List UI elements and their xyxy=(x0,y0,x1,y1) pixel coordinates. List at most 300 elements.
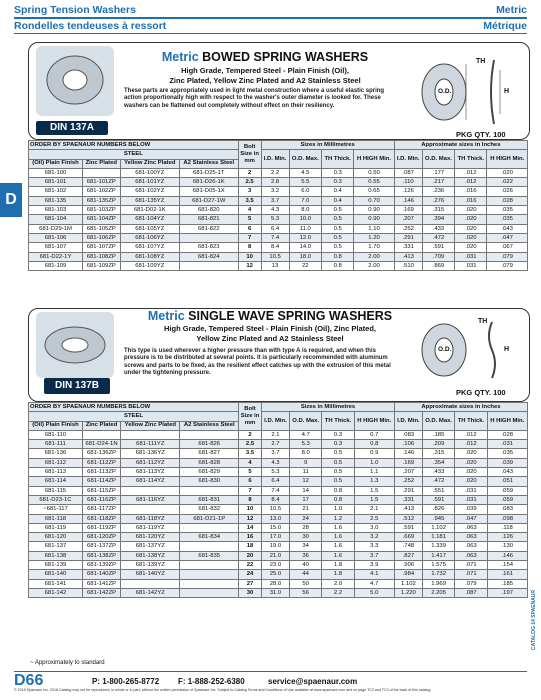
table-cell: 36 xyxy=(289,551,322,560)
table-cell: 28.0 xyxy=(262,579,290,588)
table-cell: 13 xyxy=(261,261,289,270)
table-cell: .110 xyxy=(394,178,422,187)
table-cell: 12.0 xyxy=(289,233,322,242)
table-cell: .079 xyxy=(487,252,528,261)
table-cell: 4 xyxy=(239,458,262,467)
section-tab-d: D xyxy=(0,183,22,217)
table-cell: 7.4 xyxy=(262,486,290,495)
table-cell: 681-108ZP xyxy=(83,252,121,261)
table-cell: 0.65 xyxy=(354,187,394,196)
table-cell: 10 xyxy=(239,505,262,514)
table-cell: 21 xyxy=(289,505,322,514)
table-cell: 681-140YZ xyxy=(121,570,180,579)
table-cell: .185 xyxy=(487,579,527,588)
table-cell: 56 xyxy=(289,588,322,597)
header-th: TH Thick. xyxy=(322,150,354,169)
table-cell xyxy=(180,561,239,570)
wave-dim-od: O.D. xyxy=(438,346,452,353)
table-cell: 30 xyxy=(289,533,322,542)
table-cell: 34 xyxy=(289,542,322,551)
table-cell: .063 xyxy=(455,533,487,542)
table-cell: 681-109ZP xyxy=(83,261,121,270)
table-cell: 6 xyxy=(238,224,261,233)
table-cell: .236 xyxy=(422,187,455,196)
table-cell: 6 xyxy=(239,477,262,486)
table-cell: 681-112YZ xyxy=(121,458,180,467)
table-cell: .087 xyxy=(394,168,422,177)
table-row xyxy=(29,430,528,439)
table-cell: 5.3 xyxy=(289,440,322,449)
table-cell: .512 xyxy=(394,514,422,523)
table-cell: 681-118 xyxy=(29,514,83,523)
table-cell: .020 xyxy=(455,243,487,252)
table-cell: 31.0 xyxy=(262,588,290,597)
table-cell: .051 xyxy=(487,477,527,486)
wave-din-label: DIN 137B xyxy=(44,378,110,394)
table-cell: 1.70 xyxy=(354,243,394,252)
table-cell xyxy=(121,430,180,439)
table-cell: .433 xyxy=(422,224,455,233)
table-cell: 681-103 xyxy=(29,206,83,215)
table-cell: .472 xyxy=(422,233,455,242)
table-cell: .071 xyxy=(455,561,487,570)
table-cell: 2.2 xyxy=(322,588,354,597)
table-cell xyxy=(83,168,121,177)
table-cell: 681-101 xyxy=(29,178,83,187)
table-cell: 6.4 xyxy=(262,477,290,486)
table-cell: 28 xyxy=(289,523,322,532)
table-cell: .106 xyxy=(394,440,422,449)
table-cell: 4.3 xyxy=(261,206,289,215)
table-cell: 0.5 xyxy=(322,449,354,458)
table-cell: .669 xyxy=(394,533,422,542)
table-cell: .016 xyxy=(455,187,487,196)
table-cell: 4 xyxy=(238,206,261,215)
table-cell: .118 xyxy=(487,523,527,532)
table-cell: 4.5 xyxy=(289,168,322,177)
table-cell: .026 xyxy=(487,187,528,196)
table-cell: .472 xyxy=(422,477,455,486)
table-cell: 10 xyxy=(238,252,261,261)
table-cell: .126 xyxy=(487,533,527,542)
table-cell: 681-107ZP xyxy=(83,243,121,252)
wave-description: This type is used wherever a higher pressure than with type A is required, and when this pressure is to be distributed at several points. It is particularly recommended with aluminum screws and parts to be fixed, as the resilient effect catches up with the extrusion of this metal under the tightening pressure. xyxy=(124,348,391,377)
table-cell: .291 xyxy=(394,233,422,242)
table-cell: 1.5 xyxy=(354,495,394,504)
table-cell: 1.0 xyxy=(322,505,354,514)
table-cell: 2.00 xyxy=(354,252,394,261)
table-cell: 8.0 xyxy=(289,206,322,215)
table-cell: 2.5 xyxy=(238,178,261,187)
table-cell: 681-821 xyxy=(179,215,238,224)
table-cell: 681-104ZP xyxy=(83,215,121,224)
table-cell: 681-824 xyxy=(179,252,238,261)
table-row xyxy=(29,196,528,205)
table-cell: 18 xyxy=(239,542,262,551)
header-th-in: TH Thick. xyxy=(455,412,487,431)
header-od-in: O.D. Max. xyxy=(422,150,455,169)
table-cell: 44 xyxy=(289,570,322,579)
table-cell: .031 xyxy=(487,440,527,449)
table-cell: 0.8 xyxy=(322,486,354,495)
table-cell: .059 xyxy=(487,486,527,495)
table-cell: 2 xyxy=(238,168,261,177)
table-cell: .945 xyxy=(422,514,455,523)
table-cell: 681-109 xyxy=(29,261,83,270)
table-row xyxy=(29,440,528,449)
bowed-table xyxy=(28,140,528,271)
table-cell: .169 xyxy=(394,206,422,215)
table-cell: 0.5 xyxy=(322,206,354,215)
table-cell: 681-835 xyxy=(180,551,239,560)
table-cell: .039 xyxy=(487,458,527,467)
table-cell: .043 xyxy=(487,468,527,477)
table-cell: 6.4 xyxy=(261,224,289,233)
table-cell xyxy=(121,579,180,588)
header-plain: (Oil) Plain Finish xyxy=(29,421,83,430)
table-cell: 681-D24-1N xyxy=(82,440,120,449)
header-steel: STEEL xyxy=(29,150,239,159)
table-cell: 13.0 xyxy=(262,514,290,523)
table-cell: 2.1 xyxy=(354,505,394,514)
header-id-in: I.D. Min. xyxy=(394,412,422,431)
table-cell: 7 xyxy=(239,486,262,495)
header-title-fr: Rondelles tendeuses à ressort xyxy=(14,20,167,32)
table-cell: .047 xyxy=(487,233,528,242)
bowed-title-metric: Metric xyxy=(161,50,199,64)
table-cell: 681-D26-1K xyxy=(179,178,238,187)
table-cell: .083 xyxy=(394,430,422,439)
table-cell: .433 xyxy=(422,468,455,477)
wave-subtitle-2: Yellow Zinc Plated and A2 Stainless Steel xyxy=(196,333,344,343)
table-cell: 681-140ZP xyxy=(82,570,120,579)
table-cell: 0.3 xyxy=(322,440,354,449)
table-cell: 681-104YZ xyxy=(120,215,179,224)
table-cell: 12 xyxy=(289,477,322,486)
table-cell: 1.6 xyxy=(322,523,354,532)
table-cell: 3 xyxy=(238,187,261,196)
table-cell: 681-829 xyxy=(180,468,239,477)
table-cell: 23.0 xyxy=(262,561,290,570)
table-row xyxy=(29,168,528,177)
table-cell: .207 xyxy=(394,468,422,477)
table-cell: .071 xyxy=(455,570,487,579)
table-cell: .063 xyxy=(455,542,487,551)
table-cell xyxy=(179,261,238,270)
table-cell: 1.575 xyxy=(422,561,455,570)
table-cell: .252 xyxy=(394,224,422,233)
wave-title xyxy=(120,309,420,323)
bowed-title xyxy=(120,50,410,64)
table-cell: .020 xyxy=(455,215,487,224)
table-header-row xyxy=(29,141,528,150)
table-cell: .083 xyxy=(487,505,527,514)
table-cell: 3.0 xyxy=(354,523,394,532)
table-cell: .031 xyxy=(455,252,487,261)
header-od: O.D. Max. xyxy=(289,412,322,431)
table-cell: 11.0 xyxy=(289,224,322,233)
table-cell: .126 xyxy=(394,187,422,196)
wave-product-photo xyxy=(36,312,114,378)
table-cell: 681-138 xyxy=(29,551,83,560)
table-cell: 0.8 xyxy=(322,495,354,504)
table-cell: 681-102ZP xyxy=(83,187,121,196)
header-metric-fr: Métrique xyxy=(483,20,527,32)
table-cell: .130 xyxy=(487,542,527,551)
table-row xyxy=(29,542,528,551)
table-row xyxy=(29,449,528,458)
table-cell: 681-103ZP xyxy=(83,206,121,215)
table-cell: 681-111 xyxy=(29,440,83,449)
table-cell: .315 xyxy=(422,449,455,458)
table-cell: 2 xyxy=(239,430,262,439)
header-yellow: Yellow Zinc Plated xyxy=(120,159,179,168)
table-cell: 681-D05-1X xyxy=(179,187,238,196)
table-cell: 0.5 xyxy=(322,243,354,252)
table-cell: 681-115 xyxy=(29,486,83,495)
table-cell: 18.0 xyxy=(289,252,322,261)
table-cell: 681-113YZ xyxy=(121,468,180,477)
table-cell: 19.0 xyxy=(262,542,290,551)
table-cell: 0.5 xyxy=(322,233,354,242)
footer-phone: P: 1-800-265-8772 xyxy=(92,677,160,686)
header-plain: (Oil) Plain Finish xyxy=(29,159,83,168)
table-cell: 681-D02-1K xyxy=(120,206,179,215)
table-cell: .315 xyxy=(422,206,455,215)
table-cell: .035 xyxy=(487,215,528,224)
table-cell: .079 xyxy=(455,579,487,588)
table-cell: 681-104 xyxy=(29,215,83,224)
table-cell: 2.7 xyxy=(262,440,290,449)
table-cell: 681-D29-1M xyxy=(29,224,83,233)
table-cell: 681-141 xyxy=(29,579,83,588)
table-cell: 681-136YZ xyxy=(121,449,180,458)
table-cell: 681-112ZP xyxy=(82,458,120,467)
table-cell: 20 xyxy=(239,551,262,560)
table-row xyxy=(29,206,528,215)
table-header-row xyxy=(29,403,528,412)
table-cell: 8.0 xyxy=(289,449,322,458)
table-cell: .413 xyxy=(394,505,422,514)
table-cell: 3.7 xyxy=(262,449,290,458)
table-row xyxy=(29,233,528,242)
table-cell: 681-112 xyxy=(29,458,83,467)
table-cell: 3.7 xyxy=(261,196,289,205)
table-cell: 681-105YZ xyxy=(120,224,179,233)
table-cell: .185 xyxy=(422,430,455,439)
table-row xyxy=(29,570,528,579)
table-cell: 9 xyxy=(289,458,322,467)
header-th: TH Thick. xyxy=(322,412,354,431)
table-cell: .551 xyxy=(422,486,455,495)
header-sizes-mm: Sizes in Millimetres xyxy=(262,403,395,412)
table-cell: 1.10 xyxy=(354,224,394,233)
table-cell: .331 xyxy=(394,495,422,504)
table-cell: 681-831 xyxy=(180,495,239,504)
table-cell: 10.5 xyxy=(262,505,290,514)
table-cell: .169 xyxy=(394,458,422,467)
header-id-in: I.D. Min. xyxy=(394,150,422,169)
header-h-in: H HIGH Min. xyxy=(487,412,527,431)
table-cell: .020 xyxy=(455,458,487,467)
table-cell: .827 xyxy=(394,551,422,560)
table-cell: 681-114 xyxy=(29,477,83,486)
table-cell: 681-822 xyxy=(179,224,238,233)
table-cell: 681-108YZ xyxy=(120,252,179,261)
table-cell xyxy=(180,579,239,588)
table-cell: .826 xyxy=(422,505,455,514)
header-id: I.D. Min. xyxy=(261,150,289,169)
table-cell: 681-139 xyxy=(29,561,83,570)
table-cell: 2.2 xyxy=(261,168,289,177)
table-cell: 681-106ZP xyxy=(83,233,121,242)
table-cell: 14.0 xyxy=(289,243,322,252)
table-cell: 681-113 xyxy=(29,468,83,477)
table-cell: .063 xyxy=(455,523,487,532)
table-cell xyxy=(180,588,239,597)
table-cell: 3.5 xyxy=(239,449,262,458)
header-od: O.D. Max. xyxy=(289,150,322,169)
header-steel: STEEL xyxy=(29,412,239,421)
table-cell: 5.5 xyxy=(289,178,322,187)
table-cell: 681-139YZ xyxy=(121,561,180,570)
table-cell: 5.0 xyxy=(354,588,394,597)
bowed-subtitle-2: Zinc Plated, Yellow Zinc Plated and A2 Stainless Steel xyxy=(169,75,361,85)
table-cell: 14 xyxy=(289,486,322,495)
table-cell: .043 xyxy=(487,224,528,233)
table-cell: 681-830 xyxy=(180,477,239,486)
table-cell: .035 xyxy=(487,449,527,458)
table-cell: 30 xyxy=(239,588,262,597)
table-cell: 4.7 xyxy=(354,579,394,588)
footer-fax: F: 1-888-252-6380 xyxy=(178,677,245,686)
table-cell xyxy=(180,542,239,551)
table-cell: 681-142YZ xyxy=(121,588,180,597)
table-cell: .028 xyxy=(487,430,527,439)
table-cell: 12 xyxy=(239,514,262,523)
table-cell: 0.3 xyxy=(322,430,354,439)
table-cell: .098 xyxy=(487,514,527,523)
table-row xyxy=(29,561,528,570)
table-cell: 15.0 xyxy=(262,523,290,532)
table-cell: .063 xyxy=(455,551,487,560)
table-cell: 0.8 xyxy=(354,440,394,449)
table-cell xyxy=(179,233,238,242)
table-cell: 1.1 xyxy=(354,468,394,477)
table-cell: 16 xyxy=(239,533,262,542)
wave-table xyxy=(28,402,528,598)
table-cell: 5.3 xyxy=(262,468,290,477)
table-cell: 681-135YZ xyxy=(120,196,179,205)
table-cell: 5 xyxy=(238,215,261,224)
table-cell: .039 xyxy=(455,505,487,514)
table-cell: 21.0 xyxy=(262,551,290,560)
table-cell: 0.50 xyxy=(354,168,394,177)
table-cell: 2.00 xyxy=(354,261,394,270)
table-cell: 22 xyxy=(289,261,322,270)
table-cell: .012 xyxy=(455,440,487,449)
table-cell: 1.8 xyxy=(322,561,354,570)
header-rule-bottom xyxy=(14,33,527,34)
table-cell: 681-823 xyxy=(179,243,238,252)
table-cell: 6.0 xyxy=(289,187,322,196)
header-sizes-in: Approximate sizes in Inches xyxy=(394,141,527,150)
header-sizes-in: Approximate sizes in Inches xyxy=(394,403,527,412)
table-cell: 3.7 xyxy=(354,551,394,560)
header-title-en: Spring Tension Washers xyxy=(14,4,136,16)
table-cell: 1.5 xyxy=(354,486,394,495)
table-cell: 1.181 xyxy=(422,533,455,542)
table-cell: .146 xyxy=(487,551,527,560)
table-cell: 681-120ZP xyxy=(82,533,120,542)
table-cell: .276 xyxy=(422,196,455,205)
table-cell: 681-141ZP xyxy=(82,579,120,588)
table-row xyxy=(29,187,528,196)
table-cell: 681-101YZ xyxy=(120,178,179,187)
header-id: I.D. Min. xyxy=(262,412,290,431)
table-cell: .087 xyxy=(455,588,487,597)
table-cell: 4.1 xyxy=(354,570,394,579)
table-cell xyxy=(121,486,180,495)
header-h: H HIGH Min. xyxy=(354,412,394,431)
table-cell: 681-D23-1C xyxy=(29,495,83,504)
bowed-dim-th: TH xyxy=(476,58,486,65)
table-cell: 17 xyxy=(289,495,322,504)
table-cell: 681-140 xyxy=(29,570,83,579)
table-cell: 681-828 xyxy=(180,458,239,467)
approx-note: ~ Approximately to standard xyxy=(30,660,105,666)
table-cell: 10.5 xyxy=(261,252,289,261)
table-cell: 10.0 xyxy=(289,215,322,224)
table-row xyxy=(29,252,528,261)
table-cell: 1.6 xyxy=(322,533,354,542)
table-cell: .154 xyxy=(487,561,527,570)
table-cell: 681-116ZP xyxy=(82,495,120,504)
table-cell: 681-142 xyxy=(29,588,83,597)
table-cell: 681-827 xyxy=(180,449,239,458)
table-cell: 681-826 xyxy=(180,440,239,449)
table-cell: .020 xyxy=(455,206,487,215)
table-cell: 40 xyxy=(289,561,322,570)
header-bolt: Bolt Size in mm xyxy=(239,403,262,431)
table-cell: .079 xyxy=(487,261,528,270)
table-cell: 22 xyxy=(239,561,262,570)
table-cell: .020 xyxy=(455,224,487,233)
table-cell: 11 xyxy=(289,468,322,477)
header-yellow: Yellow Zinc Plated xyxy=(121,421,180,430)
table-cell: 1.417 xyxy=(422,551,455,560)
header-zinc: Zinc Plated xyxy=(83,159,121,168)
table-cell: 681-119 xyxy=(29,523,83,532)
table-cell: .252 xyxy=(394,477,422,486)
table-cell: .059 xyxy=(487,495,527,504)
table-cell: .047 xyxy=(455,514,487,523)
table-cell: 681-119YZ xyxy=(121,523,180,532)
table-cell: 1.102 xyxy=(422,523,455,532)
table-cell: 1.102 xyxy=(394,579,422,588)
table-cell: 681-100 xyxy=(29,168,83,177)
table-cell: 8.4 xyxy=(261,243,289,252)
table-row xyxy=(29,458,528,467)
table-cell xyxy=(180,523,239,532)
table-cell: .591 xyxy=(422,243,455,252)
page-number: D66 xyxy=(14,672,44,689)
table-cell: 681-135 xyxy=(29,196,83,205)
wave-washer-icon xyxy=(36,312,114,378)
table-cell: 681-137 xyxy=(29,542,83,551)
bowed-subtitle-1: High Grade, Tempered Steel - Plain Finish (Oil), xyxy=(181,66,349,75)
table-cell: 0.90 xyxy=(354,206,394,215)
